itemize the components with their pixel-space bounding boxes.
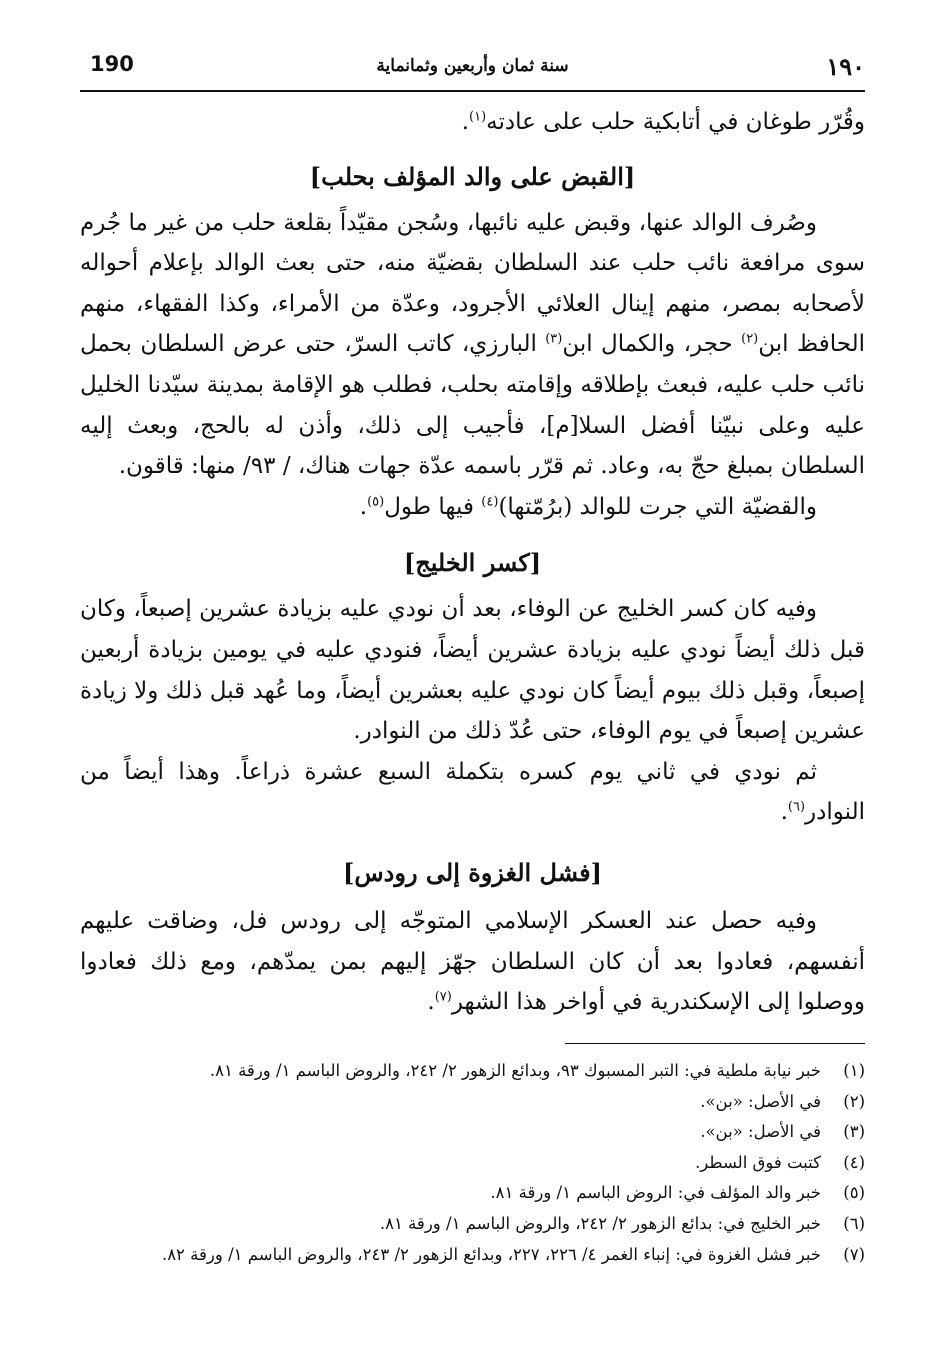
paragraph-rhodes: وفيه حصل عند العسكر الإسلامي المتوجّه إلى رودس فل، وضاقت عليهم أنفسهم، فعادوا بعد أن كان السلطان جهّز إليهم بمن يمدّهم، ومع ذلك فعادوا ووصلوا إلى الإسكندرية في أواخر هذا الشهر$^{(٧)}$. <box>80 907 865 1016</box>
paragraph-case: والقضيّة التي جرت للوالد (برُمّتها)$^{(٤)}$ فيها طول$^{(٥)}$. <box>359 493 817 520</box>
footnote-ref-7: (٧) <box>434 989 452 1005</box>
footnote-item <box>80 1087 865 1118</box>
footnote-ref-3: (٣) <box>545 331 563 347</box>
footnote-text: خبر والد المؤلف في: الروض الباسم ١/ ورقة ٨١. <box>490 1183 821 1203</box>
footnote-item <box>80 1178 865 1209</box>
footnote-text: خبر فشل الغزوة في: إنباء الغمر ٤/ ٢٢٦، ٢٢٧، وبدائع الزهور ٢/ ٢٤٣، والروض الباسم ١/ ورقة ٨٢. <box>161 1244 821 1264</box>
footnote-text: خبر نيابة ملطية في: التبر المسبوك ٩٣، وبدائع الزهور ٢/ ٢٤٢، والروض الباسم ١/ ورقة ٨١. <box>209 1061 821 1080</box>
footnote-text: كتبت فوق السطر. <box>695 1152 821 1172</box>
footnote-item <box>80 1056 865 1087</box>
footnote-number: (٥) <box>843 1183 865 1203</box>
footnote-number: (٧) <box>843 1244 865 1264</box>
footnote-rule <box>565 1043 865 1044</box>
page-header <box>80 48 865 88</box>
section-heading-canal: [كسر الخليج] <box>403 548 542 578</box>
footnote-item <box>80 1117 865 1148</box>
footnote-ref-2: (٢) <box>741 331 759 347</box>
footnote-number: (٤) <box>843 1152 865 1172</box>
footnote-item <box>80 1209 865 1240</box>
footnote-ref-6: (٦) <box>787 799 806 815</box>
footnote-text: خبر الخليج في: بدائع الزهور ٢/ ٢٤٢، والروض الباسم ١/ ورقة ٨١. <box>379 1213 821 1233</box>
footnote-text: في الأصل: «بن». <box>700 1091 821 1111</box>
footnote-number: (١) <box>843 1061 865 1080</box>
main-text <box>80 102 865 1023</box>
footnote-number: (٣) <box>843 1122 865 1142</box>
paragraph-0: وقُرّر طوغان في أتابكية حلب على عادته$^{(١)}$. <box>461 109 865 135</box>
footnote-ref-1: (١) <box>469 109 487 125</box>
running-title: سنة ثمان وأربعين وثمانماية <box>376 56 569 76</box>
page-number-latin: 190 <box>90 52 134 76</box>
section-heading-arrest: [القبض على والد المؤلف بحلب] <box>309 161 636 191</box>
paragraph-arrest: وصُرف الوالد عنها، وقبض عليه نائبها، وسُجن مقيّداً بقلعة حلب من غير ما جُرم سوى مرافعة نائب حلب عند السلطان بقضيّة منه، حتى بعث الوالد بإعلام أحواله لأصحابه بمصر، منهم إينال العلائي الأجرود، وعدّة من الأمراء، وكذا الفقهاء، منهم الحافظ ابن$^{(٢)}$ حجر، والكمال ابن$^{(٣)}$ البارزي، كاتب السرّ، حتى عرض السلطان بحمل نائب حلب عليه، فبعث بإطلاقه وإقامته بحلب، فطلب هو الإقامة بمدينة سيّدنا الخليل عليه وعلى نبيّنا أفضل السلا[م]، فأجيب إلى ذلك، وأذن له بالحج، وبعث إليه السلطان بمبلغ حجّ به، وعاد. ثم قرّر باسمه عدّة جهات هناك، / ٩٣/ منها: قاقون. <box>80 209 866 480</box>
footnote-number: (٦) <box>843 1213 865 1233</box>
footnote-number: (٢) <box>843 1091 865 1111</box>
footnote-ref-5: (٥) <box>367 494 385 510</box>
footnote-item <box>80 1148 865 1179</box>
footnotes <box>80 1056 865 1270</box>
paragraph-canal-2: ثم نودي في ثاني يوم كسره بتكملة السبع عشرة ذراعاً. وهذا أيضاً من النوادر$^{(٦)}$. <box>80 758 865 826</box>
footnote-text: في الأصل: «بن». <box>700 1122 821 1142</box>
footnote-item <box>80 1240 865 1271</box>
section-heading-rhodes: [فشل الغزوة إلى رودس] <box>343 857 602 887</box>
paragraph-canal: وفيه كان كسر الخليج عن الوفاء، بعد أن نودي عليه بزيادة عشرين إصبعاً، وكان قبل ذلك أيضاً نودي عليه بزيادة عشرين أيضاً، فنودي عليه في يومين بزيادة أربعين إصبعاً، وقبل ذلك بيوم أيضاً كان نودي عليه بعشرين أيضاً، وما عُهد قبل ذلك ولا زيادة عشرين إصبعاً في يوم الوفاء، حتى عُدّ ذلك من النوادر. <box>80 596 865 745</box>
header-rule <box>80 90 865 92</box>
footnote-ref-4: (٤) <box>481 494 499 510</box>
page-number-arabic: ١٩٠ <box>826 52 865 81</box>
